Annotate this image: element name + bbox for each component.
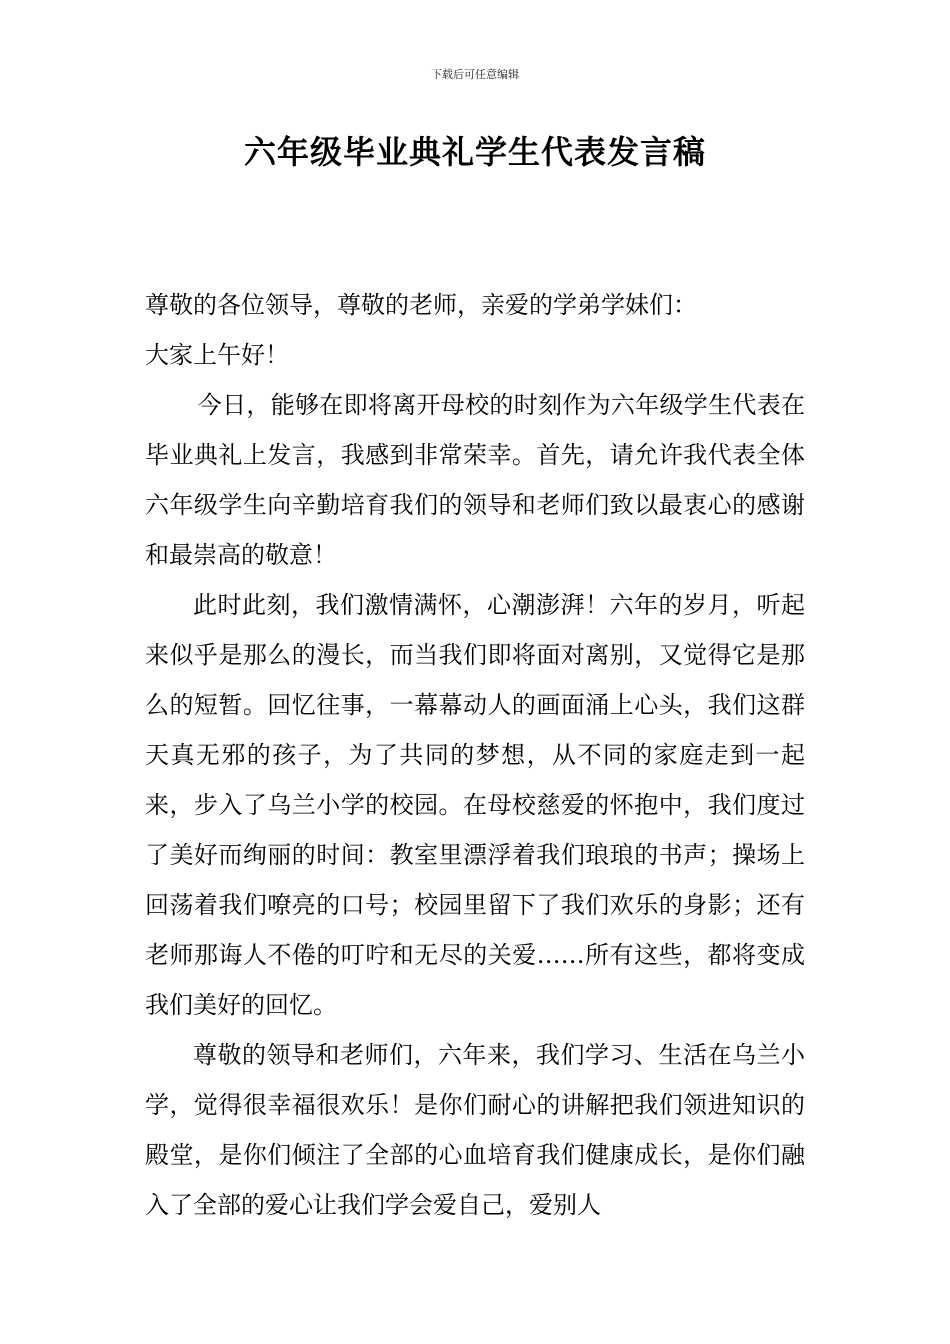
salutation: 尊敬的各位领导，尊敬的老师，亲爱的学弟学妹们：: [145, 291, 697, 319]
header-note: 下载后可任意编辑: [431, 68, 519, 81]
paragraph-2: 此时此刻，我们激情满怀，心潮澎湃！六年的岁月，听起来似乎是那么的漫长，而当我们即将面对离别，又觉得它是那么的短暂。回忆往事，一幕幕动人的画面涌上心头，我们这群天真无邪的孩子，为了共同的梦想，从不同的家庭走到一起来，步入了乌兰小学的校园。在母校慈爱的怀抱中，我们度过了美好而绚丽的时间：教室里漂浮着我们琅琅的书声；操场上回荡着我们嘹亮的口号；校园里留下了我们欢乐的身影；还有老师那诲人不倦的叮咛和无尽的关爱……所有这些，都将变成我们美好的回忆。: [145, 591, 805, 1019]
greeting: 大家上午好！: [145, 341, 289, 369]
paragraph-3: 尊敬的领导和老师们，六年来，我们学习、生活在乌兰小学，觉得很幸福很欢乐！是你们耐心的讲解把我们领进知识的殿堂，是你们倾注了全部的心血培育我们健康成长，是你们融入了全部的爱心让我们学会爱自己，爱别人: [145, 1041, 805, 1219]
document-body: [145, 280, 805, 1230]
paragraph-1: 今日，能够在即将离开母校的时刻作为六年级学生代表在毕业典礼上发言，我感到非常荣幸。首先，请允许我代表全体六年级学生向辛勤培育我们的领导和老师们致以最衷心的感谢和最崇高的敬意！: [145, 391, 805, 569]
document-title: 六年级毕业典礼学生代表发言稿: [243, 133, 706, 171]
